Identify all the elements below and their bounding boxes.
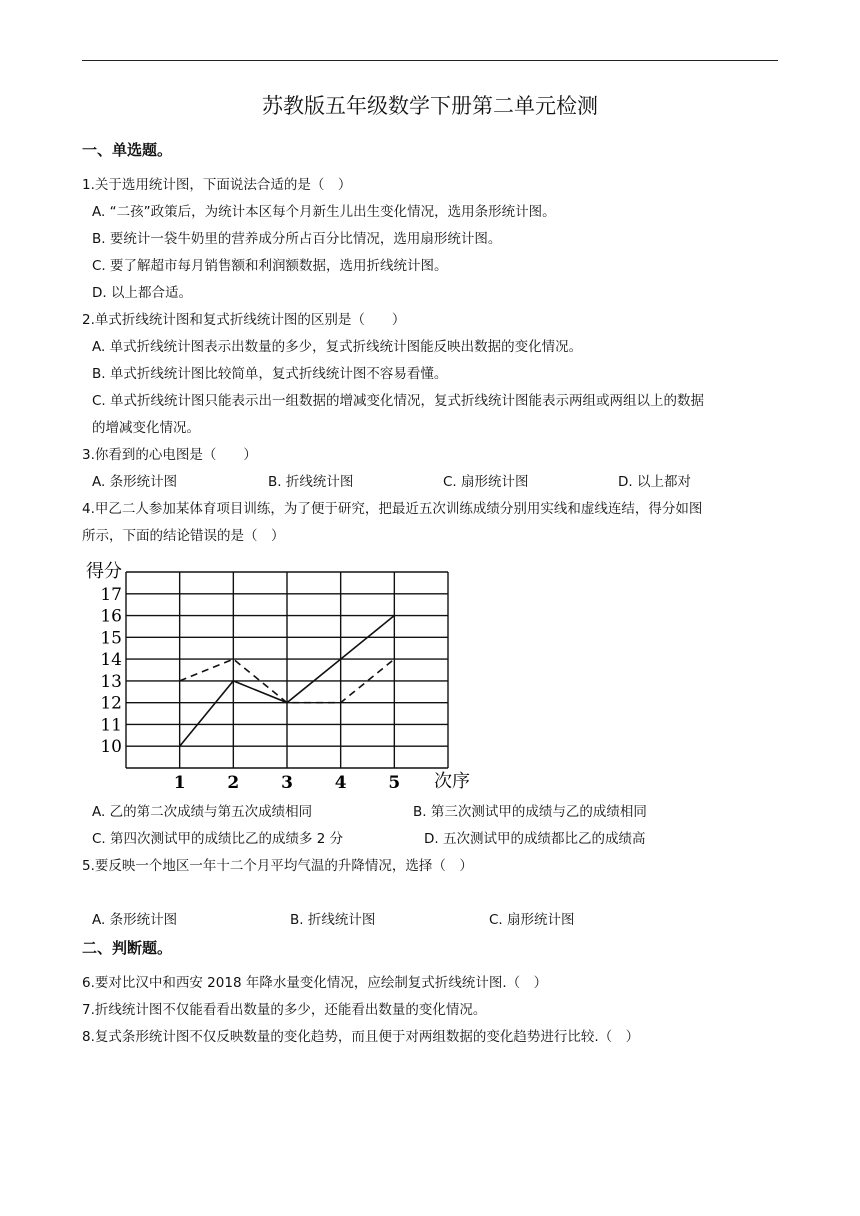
q1-option-d: D. 以上都合适。 — [92, 285, 192, 301]
q4-option-c: C. 第四次测试甲的成绩比乙的成绩多 2 分 — [92, 831, 344, 847]
section1-heading: 一、单选题。 — [82, 141, 173, 159]
x-axis-label: 次序 — [434, 771, 470, 792]
q2-option-c: C. 单式折线统计图只能表示出一组数据的增减变化情况，复式折线统计图能表示两组或两组以上的数据 — [92, 393, 705, 409]
x-tick-label: 1 — [173, 773, 186, 793]
y-tick-label: 16 — [100, 606, 122, 627]
score-line-chart — [76, 555, 486, 800]
q2-option-b: B. 单式折线统计图比较简单，复式折线统计图不容易看懂。 — [92, 366, 448, 382]
q3-option-d: D. 以上都对 — [618, 474, 691, 490]
q5-option-a: A. 条形统计图 — [92, 912, 178, 928]
q1-option-a: A. “二孩”政策后，为统计本区每个月新生儿出生变化情况，选用条形统计图。 — [92, 204, 556, 220]
q3-option-c: C. 扇形统计图 — [443, 474, 529, 490]
y-tick-label: 15 — [100, 628, 122, 649]
q4-option-b: B. 第三次测试甲的成绩与乙的成绩相同 — [413, 804, 647, 820]
q1-option-b: B. 要统计一袋牛奶里的营养成分所占百分比情况，选用扇形统计图。 — [92, 231, 502, 247]
q2-stem: 2.单式折线统计图和复式折线统计图的区别是（ ） — [82, 312, 406, 328]
y-tick-label: 11 — [100, 715, 122, 736]
y-tick-label: 17 — [100, 584, 122, 605]
q3-option-a: A. 条形统计图 — [92, 474, 178, 490]
q3-option-b: B. 折线统计图 — [268, 474, 354, 490]
header-rule — [82, 60, 778, 61]
chart-grid — [126, 572, 448, 768]
q1-stem: 1.关于选用统计图，下面说法合适的是（ ） — [82, 177, 352, 193]
y-axis-label: 得分 — [86, 561, 122, 582]
y-tick-label: 13 — [100, 671, 122, 692]
x-tick-label: 2 — [227, 773, 240, 793]
q4-stem-line1: 4.甲乙二人参加某体育项目训练，为了便于研究，把最近五次训练成绩分别用实线和虚线连结，得分如图 — [82, 501, 703, 517]
q1-option-c: C. 要了解超市每月销售额和利润额数据，选用折线统计图。 — [92, 258, 448, 274]
q2-option-a: A. 单式折线统计图表示出数量的多少，复式折线统计图能反映出数据的变化情况。 — [92, 339, 583, 355]
q7-stem: 7.折线统计图不仅能看看出数量的多少，还能看出数量的变化情况。 — [82, 1002, 487, 1018]
q4-stem-line2: 所示，下面的结论错误的是（ ） — [82, 528, 285, 544]
y-tick-label: 10 — [100, 737, 122, 758]
q5-option-b: B. 折线统计图 — [290, 912, 376, 928]
q5-option-c: C. 扇形统计图 — [489, 912, 575, 928]
y-tick-label: 14 — [100, 650, 122, 671]
x-tick-label: 4 — [334, 773, 347, 793]
q6-stem: 6.要对比汉中和西安 2018 年降水量变化情况，应绘制复式折线统计图.（ ） — [82, 975, 548, 991]
page-title: 苏教版五年级数学下册第二单元检测 — [262, 94, 598, 118]
q8-stem: 8.复式条形统计图不仅反映数量的变化趋势，而且便于对两组数据的变化趋势进行比较.（ ） — [82, 1029, 640, 1045]
q5-stem: 5.要反映一个地区一年十二个月平均气温的升降情况，选择（ ） — [82, 858, 473, 874]
x-tick-label: 5 — [388, 773, 401, 793]
q2-option-c-cont: 的增减变化情况。 — [92, 420, 200, 436]
q4-option-a: A. 乙的第二次成绩与第五次成绩相同 — [92, 804, 313, 820]
y-tick-labels — [100, 585, 122, 757]
section2-heading: 二、判断题。 — [82, 939, 173, 957]
x-tick-label: 3 — [281, 773, 293, 793]
q3-stem: 3.你看到的心电图是（ ） — [82, 447, 257, 463]
y-tick-label: 12 — [100, 693, 122, 714]
x-tick-labels — [174, 773, 401, 793]
q4-option-d: D. 五次测试甲的成绩都比乙的成绩高 — [424, 831, 646, 847]
